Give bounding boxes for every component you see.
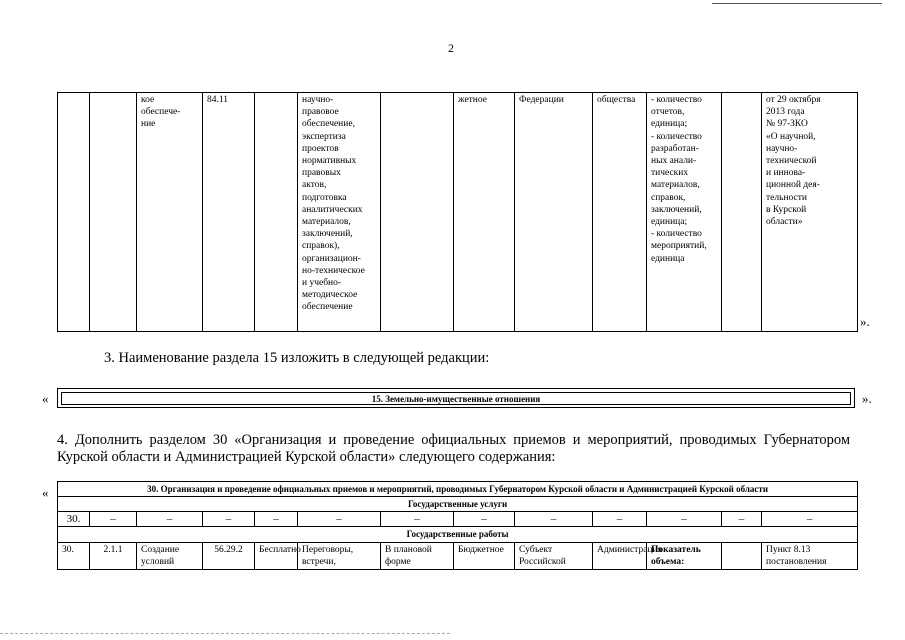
cell-empty: [722, 93, 762, 332]
cell-num: 30.: [58, 542, 90, 569]
table-row: [58, 497, 858, 512]
cell-subject: Федерации: [515, 93, 593, 332]
cell-line: справок,: [651, 192, 686, 203]
cell-society: общества: [593, 93, 647, 332]
cell-line: ционной дея-: [766, 180, 820, 191]
table-row: [58, 527, 858, 542]
cell-dash: –: [255, 512, 298, 527]
cell-dash: –: [454, 512, 515, 527]
opening-quote: «: [42, 485, 49, 500]
cell-line: материалов,: [651, 180, 700, 191]
cell-line: проектов: [302, 143, 339, 154]
cell-empty: [381, 93, 454, 332]
cell-empty: [722, 542, 762, 569]
cell-empty: [255, 93, 298, 332]
cell-dash: –: [722, 512, 762, 527]
cell-line: подготовка: [302, 192, 347, 203]
opening-quote: «: [42, 391, 49, 406]
cell-indicator: Показатель объема:: [647, 542, 722, 569]
cell-line: отчетов,: [651, 107, 685, 118]
cell-paid: Бесплатно: [255, 542, 298, 569]
cell-dash: –: [762, 512, 858, 527]
cell-okved: 84.11: [203, 93, 255, 332]
cell-line: ние: [141, 119, 156, 130]
table-row: [58, 512, 858, 527]
cell-line: научно-: [766, 143, 798, 154]
cell-content: Переговоры, встречи,: [298, 542, 381, 569]
cell-line: и иннова-: [766, 168, 806, 179]
cell-line: единица: [651, 253, 685, 264]
section-30-title: 30. Организация и проведение официальных приемов и мероприятий, проводимых Губернатором Курской области и Администрацией Курской области: [58, 482, 858, 497]
section-15-box: [57, 388, 855, 408]
table-row: [58, 542, 858, 569]
cell-admin: Администрация: [593, 542, 647, 569]
cell-budget: жетное: [454, 93, 515, 332]
cell-basis: Пункт 8.13 постановления: [762, 542, 858, 569]
cell-dash: –: [593, 512, 647, 527]
cell-name: [137, 93, 203, 332]
cell-line: материалов,: [302, 217, 351, 228]
cell-dash: –: [298, 512, 381, 527]
cell-line: обеспечение,: [302, 119, 355, 130]
continuation-table: [57, 92, 858, 332]
cell-line: аналитических: [302, 204, 363, 215]
section-15-title: 15. Земельно-имущественные отношения: [61, 392, 851, 405]
cell-line: кое: [141, 95, 155, 105]
cell-line: «О научной,: [766, 131, 816, 142]
cell-dash: –: [90, 512, 137, 527]
cell-line: 2013 года: [766, 107, 805, 118]
cell-line: тельности: [766, 192, 807, 203]
cell-line: тических: [651, 168, 689, 179]
cell-line: правовых: [302, 168, 341, 179]
cell-num: 30.: [58, 512, 90, 527]
table-row: [58, 93, 858, 332]
cell-line: разработан-: [651, 143, 699, 154]
scan-artifact-line: [0, 633, 450, 634]
cell-line: ных анали-: [651, 156, 697, 167]
cell-dash: –: [203, 512, 255, 527]
cell-line: и учебно-: [302, 278, 342, 289]
works-header: Государственные работы: [58, 527, 858, 542]
cell-line: мероприятий,: [651, 241, 707, 252]
cell-line: заключений,: [651, 204, 702, 215]
cell-line: - количество: [651, 229, 702, 240]
cell-line: в Курской: [766, 204, 807, 215]
cell-line: обеспечение: [302, 302, 353, 313]
closing-quote: ».: [862, 391, 872, 406]
cell-subject: Субъект Российской: [515, 542, 593, 569]
cell-form: В плановой форме: [381, 542, 454, 569]
cell-line: но-техническое: [302, 265, 365, 276]
cell-dash: –: [137, 512, 203, 527]
cell-line: справок),: [302, 241, 340, 252]
cell-budget: Бюджетное: [454, 542, 515, 569]
cell-line: экспертиза: [302, 131, 346, 142]
cell-dash: –: [381, 512, 454, 527]
cell-line: области»: [766, 217, 803, 228]
paragraph-4: 4. Дополнить разделом 30 «Организация и проведение официальных приемов и мероприятий, проводимых Губернатором Курской области и Администрацией Курской области» следующего содержания:: [57, 432, 850, 465]
paragraph-3: 3. Наименование раздела 15 изложить в следующей редакции:: [104, 350, 490, 366]
cell-content: [298, 93, 381, 332]
cell-line: - количество: [651, 95, 702, 105]
cell-line: технической: [766, 156, 817, 167]
header-rule: [712, 3, 882, 4]
section-30-table: [57, 481, 858, 570]
cell-okved: 56.29.2: [203, 542, 255, 569]
cell-dash: –: [647, 512, 722, 527]
cell-indicators: [647, 93, 722, 332]
cell-line: - количество: [651, 131, 702, 142]
cell-line: научно-: [302, 95, 334, 105]
closing-quote: ».: [860, 314, 870, 329]
cell-code: 2.1.1: [90, 542, 137, 569]
cell-line: правовое: [302, 107, 339, 118]
cell-line: организацион-: [302, 253, 361, 264]
cell-line: единица;: [651, 217, 688, 228]
cell-line: от 29 октября: [766, 95, 821, 105]
cell-line: № 97-ЗКО: [766, 119, 808, 130]
cell-dash: –: [515, 512, 593, 527]
services-header: Государственные услуги: [58, 497, 858, 512]
cell-line: единица;: [651, 119, 688, 130]
page-number: 2: [448, 41, 454, 55]
cell-name: Создание условий: [137, 542, 203, 569]
cell-line: методическое: [302, 290, 358, 301]
table-row: [58, 482, 858, 497]
cell-line: актов,: [302, 180, 327, 191]
cell-line: нормативных: [302, 156, 357, 167]
cell-line: обеспече-: [141, 107, 181, 118]
cell-line: заключений,: [302, 229, 353, 240]
cell-empty: [58, 93, 90, 332]
cell-empty: [90, 93, 137, 332]
cell-basis: [762, 93, 858, 332]
